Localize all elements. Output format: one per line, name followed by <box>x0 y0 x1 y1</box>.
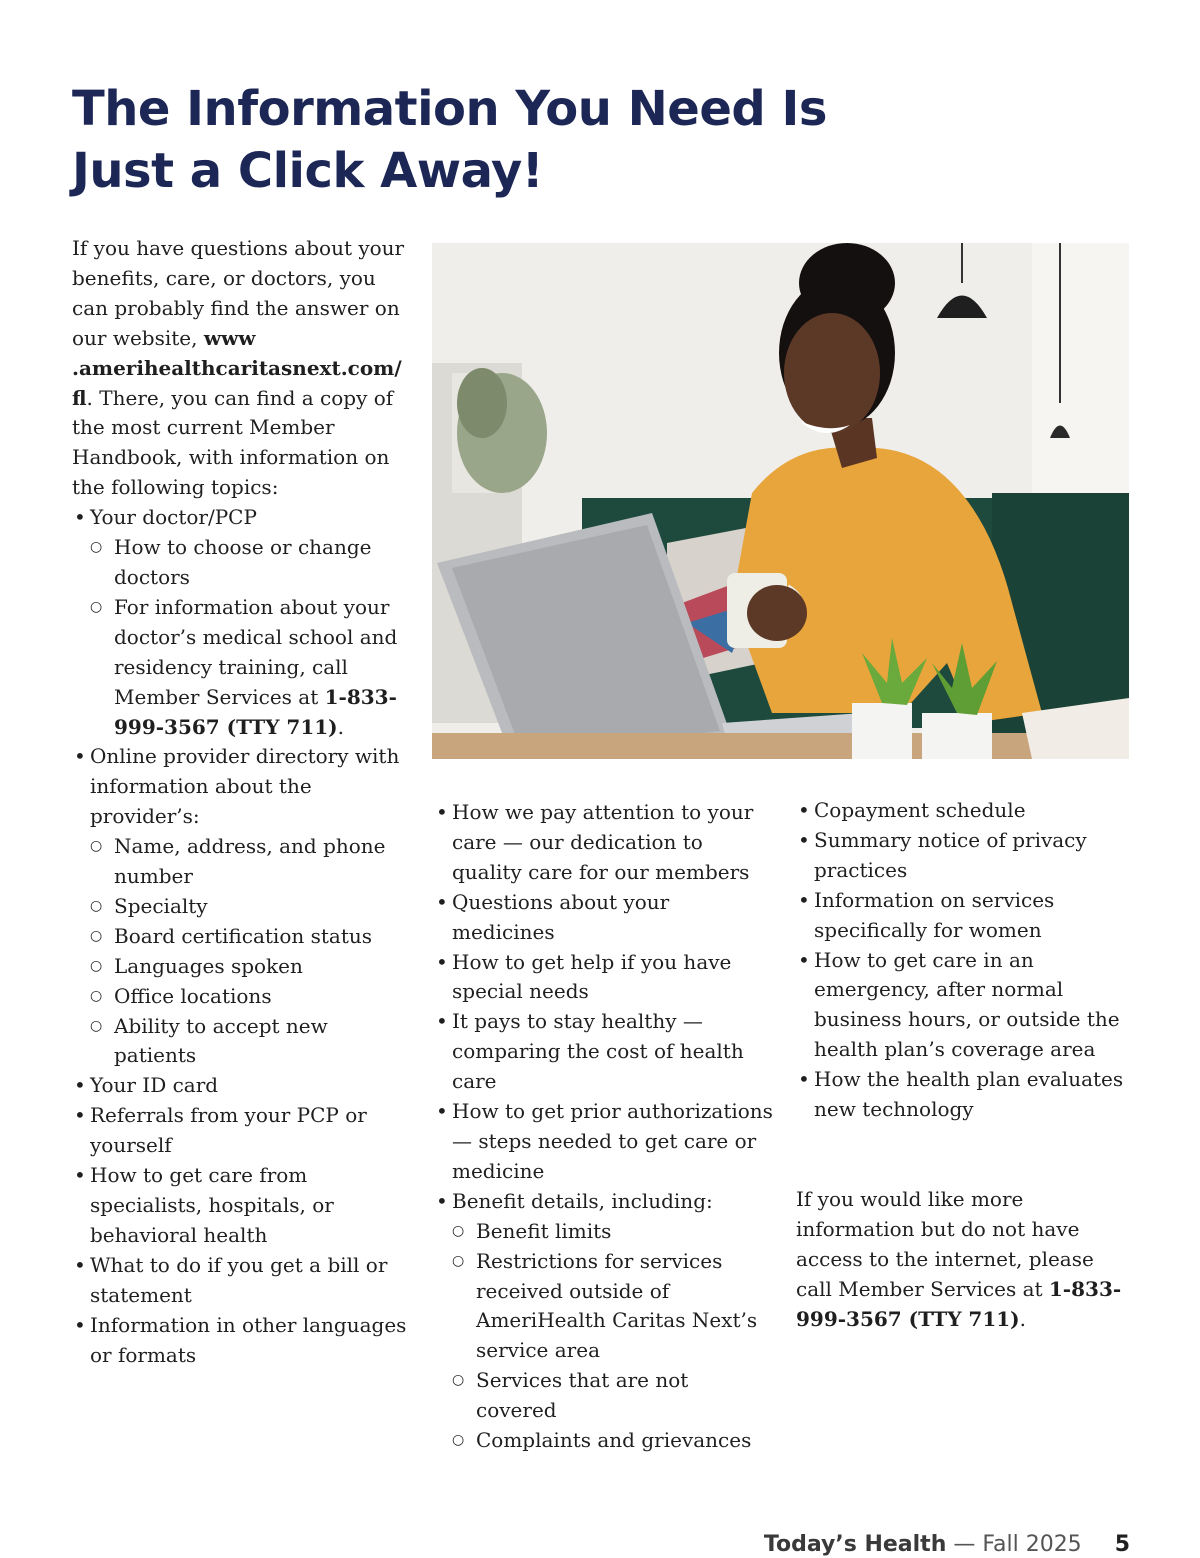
list-item: • Online provider directory with information about the provider’s: ○ Name, address, and phone number ○ Specialty ○ Board certification status ○ Languages spoken ○ Office locations ○ Ability to accept new patients <box>72 742 412 1071</box>
list-item: • Information in other languages or formats <box>72 1311 412 1371</box>
list-item: ○ For information about your doctor’s medical school and residency training, call Member Services at 1-833-999-3567 (TTY 711). <box>90 593 412 743</box>
list-item: • Information on services specifically for women <box>796 886 1136 946</box>
topics-list <box>434 798 774 1456</box>
title-line-2: Just a Click Away! <box>72 143 544 199</box>
list-item: ○ Ability to accept new patients <box>90 1012 412 1072</box>
left-column <box>72 234 412 1370</box>
phone-number: 1-833-999-3567 (TTY 711) <box>796 1276 1122 1331</box>
closing-paragraph: If you would like more information but do not have access to the internet, please call Member Services at 1-833-999-3567 (TTY 711). <box>796 1186 1122 1331</box>
topics-list <box>796 796 1136 1125</box>
page-title <box>72 78 832 202</box>
list-item: ○ Complaints and grievances <box>452 1426 774 1456</box>
list-item: • Referrals from your PCP or yourself <box>72 1101 412 1161</box>
page-number: 5 <box>1114 1532 1130 1557</box>
phone-number: 1-833-999-3567 (TTY 711) <box>114 684 397 739</box>
intro-paragraph: If you have questions about your benefits, care, or doctors, you can probably find the answer on our website, www .amerihealthcaritasnext.com/ fl. There, you can find a copy of the most current Member Handbook, with information on the following topics: <box>72 236 405 500</box>
magazine-name: Today’s Health <box>763 1532 947 1557</box>
list-item: ○ Benefit limits <box>452 1217 774 1247</box>
sub-list <box>90 832 412 1071</box>
list-item: • It pays to stay healthy — comparing the cost of health care <box>434 1007 774 1097</box>
list-item: • Benefit details, including: ○ Benefit limits ○ Restrictions for services received outside of AmeriHealth Caritas Next’s service area ○ Services that are not covered ○ Complaints and grievances <box>434 1187 774 1456</box>
list-item: • How to get care from specialists, hospitals, or behavioral health <box>72 1161 412 1251</box>
list-item: ○ Office locations <box>90 982 412 1012</box>
list-item: • What to do if you get a bill or statement <box>72 1251 412 1311</box>
list-item: • Copayment schedule <box>796 796 1136 826</box>
website-link[interactable]: www .amerihealthcaritasnext.com/ fl <box>72 325 402 410</box>
right-column <box>796 796 1136 1335</box>
list-item: ○ Services that are not covered <box>452 1366 774 1426</box>
list-item: ○ Specialty <box>90 892 412 922</box>
list-item: • Summary notice of privacy practices <box>796 826 1136 886</box>
page-footer <box>700 1532 1130 1557</box>
list-item: ○ Board certification status <box>90 922 412 952</box>
woman-laptop-photo <box>432 243 1129 759</box>
list-item: • Your ID card <box>72 1071 412 1101</box>
topics-list <box>72 503 412 1370</box>
list-item: • Your doctor/PCP ○ How to choose or change doctors ○ For information about your doctor’s medical school and residency training, call Member Services at 1-833-999-3567 (TTY 711). <box>72 503 412 742</box>
list-item: ○ How to choose or change doctors <box>90 533 412 593</box>
footer-dash: — <box>953 1532 976 1557</box>
issue-season: Fall 2025 <box>982 1532 1082 1557</box>
list-item: • How to get prior authorizations — steps needed to get care or medicine <box>434 1097 774 1187</box>
list-item: • How to get care in an emergency, after normal business hours, or outside the health plan’s coverage area <box>796 946 1136 1066</box>
list-item: ○ Languages spoken <box>90 952 412 982</box>
sub-list <box>90 533 412 742</box>
list-item: • Questions about your medicines <box>434 888 774 948</box>
list-item: ○ Restrictions for services received outside of AmeriHealth Caritas Next’s service area <box>452 1247 774 1367</box>
list-item: ○ Name, address, and phone number <box>90 832 412 892</box>
middle-column <box>434 798 774 1456</box>
sub-list <box>452 1217 774 1456</box>
photo-illustration <box>432 243 1129 759</box>
list-item: • How we pay attention to your care — our dedication to quality care for our members <box>434 798 774 888</box>
list-item: • How to get help if you have special needs <box>434 948 774 1008</box>
list-item: • How the health plan evaluates new technology <box>796 1065 1136 1125</box>
title-line-1: The Information You Need Is <box>72 81 827 137</box>
